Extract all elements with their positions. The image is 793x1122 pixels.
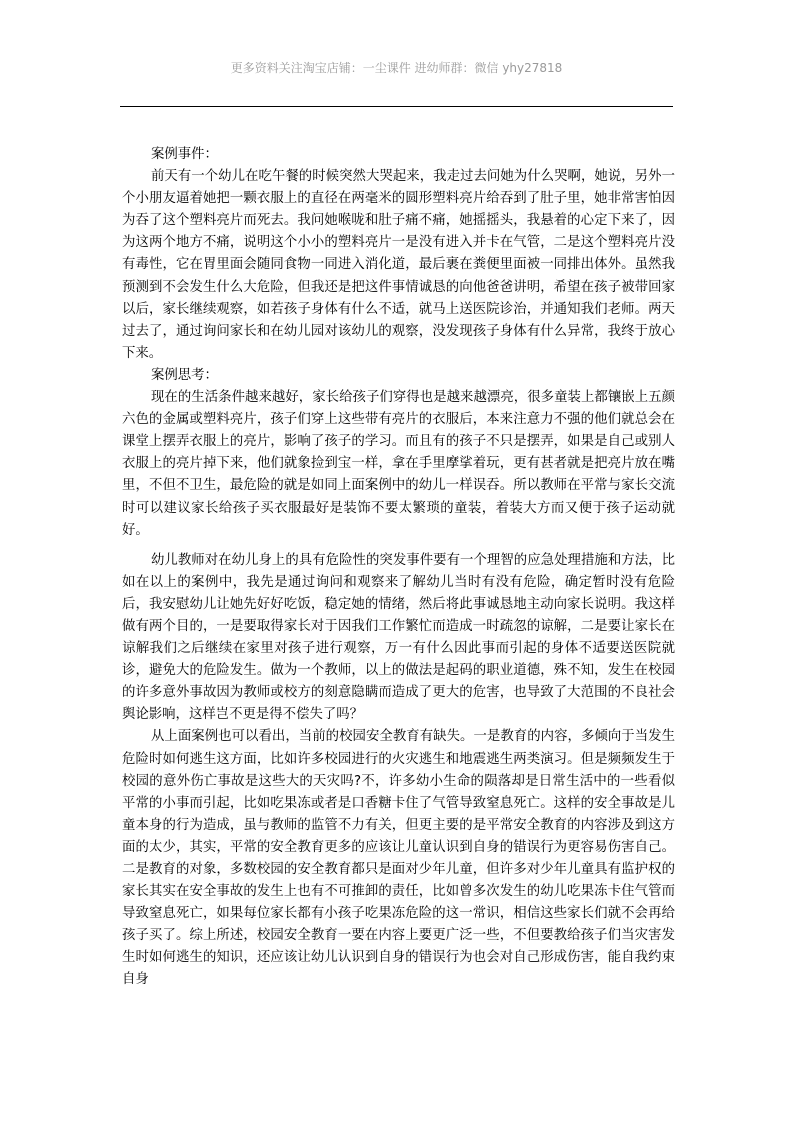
header-watermark-text: 更多资料关注淘宝店铺：一尘课件 进幼师群：微信 yhy27818 <box>230 61 563 75</box>
section-heading-case-reflection: 案例思考： <box>151 367 218 383</box>
paragraph-emergency-handling: 幼儿教师对在幼儿身上的具有危险性的突发事件要有一个理智的应急处理措施和方法，比如在以上的案例中，我先是通过询问和观察来了解幼儿当时有没有危险，确定暂时没有危险后，我安慰幼儿让她先好好吃饭，稳定她的情绪，然后将此事诚恳地主动向家长说明。我这样做有两个目的，一是要取得家长对于因我们工作繁忙而造成一时疏忽的谅解，二是要让家长在谅解我们之后继续在家里对孩子进行观察，万一有什么因此事而引起的身体不适要送医院就诊，避免大的危险发生。做为一个教师，以上的做法是起码的职业道德，殊不知，发生在校园的许多意外事故因为教师或校方的刻意隐瞒而造成了更大的危害，也导致了大范围的不良社会舆论影响，这样岂不更是得不偿失了吗？ <box>122 552 675 723</box>
document-body <box>122 144 675 992</box>
section-heading-case-event: 案例事件： <box>151 147 218 162</box>
paragraph-case-description: 前天有一个幼儿在吃午餐的时候突然大哭起来，我走过去问她为什么哭啊，她说，另外一个小朋友逼着她把一颗衣服上的直径在两毫米的圆形塑料亮片给吞到了肚子里，她非常害怕因为吞了这个塑料亮片而死去。我问她喉咙和肚子痛不痛，她摇摇头，我悬着的心定下来了，因为这两个地方不痛，说明这个小小的塑料亮片一是没有进入并卡在气管，二是这个塑料亮片没有毒性，它在胃里面会随同食物一同进入消化道，最后裹在粪便里面被一同排出体外。虽然我预测到不会发生什么大危险，但我还是把这件事情诚恳的向他爸爸讲明，希望在孩子被带回家以后，家长继续观察，如若孩子身体有什么不适，就马上送医院诊治，并通知我们老师。两天过去了，通过询问家长和在幼儿园对该幼儿的观察，没发现孩子身体有什么异常，我终于放心下来。 <box>122 169 675 361</box>
page-header <box>120 0 673 107</box>
paragraph-safety-education: 从上面案例也可以看出，当前的校园安全教育有缺失。一是教育的内容，多倾向于当发生危险时如何逃生这方面，比如许多校园进行的火灾逃生和地震逃生两类演习。但是频频发生于校园的意外伤亡事故是这些大的天灾吗?不，许多幼小生命的陨落却是日常生活中的一些看似平常的小事而引起，比如吃果冻或者是口香糖卡住了气管导致窒息死亡。这样的安全事故是儿童本身的行为造成，虽与教师的监管不力有关，但更主要的是平常安全教育的内容涉及到这方面的太少，其实，平常的安全教育更多的应该让儿童认识到自身的错误行为更容易伤害自己。二是教育的对象，多数校园的安全教育都只是面对少年儿童，但许多对少年儿童具有监护权的家长其实在安全事故的发生上也有不可推卸的责任，比如曾多次发生的幼儿吃果冻卡住气管而导致窒息死亡，如果每位家长都有小孩子吃果冻危险的这一常识，相信这些家长们就不会再给孩子买了。综上所述，校园安全教育一要在内容上要更广泛一些，不但要教给孩子们当灾害发生时如何逃生的知识，还应该让幼儿认识到自身的错误行为也会对自己形成伤害，能自我约束自身 <box>122 729 675 988</box>
paragraph-clothing-sequins: 现在的生活条件越来越好，家长给孩子们穿得也是越来越漂亮，很多童装上都镶嵌上五颜六色的金属或塑料亮片，孩子们穿上这些带有亮片的衣服后，本来注意力不强的他们就总会在课堂上摆弄衣服上的亮片，影响了孩子的学习。而且有的孩子不只是摆弄，如果是自己或别人衣服上的亮片掉下来，他们就象捡到宝一样，拿在手里摩挲着玩，更有甚者就是把亮片放在嘴里，不但不卫生，最危险的就是如同上面案例中的幼儿一样误吞。所以教师在平常与家长交流时可以建议家长给孩子买衣服最好是装饰不要太繁琐的童装，着装大方而又便于孩子运动就好。 <box>122 390 675 538</box>
